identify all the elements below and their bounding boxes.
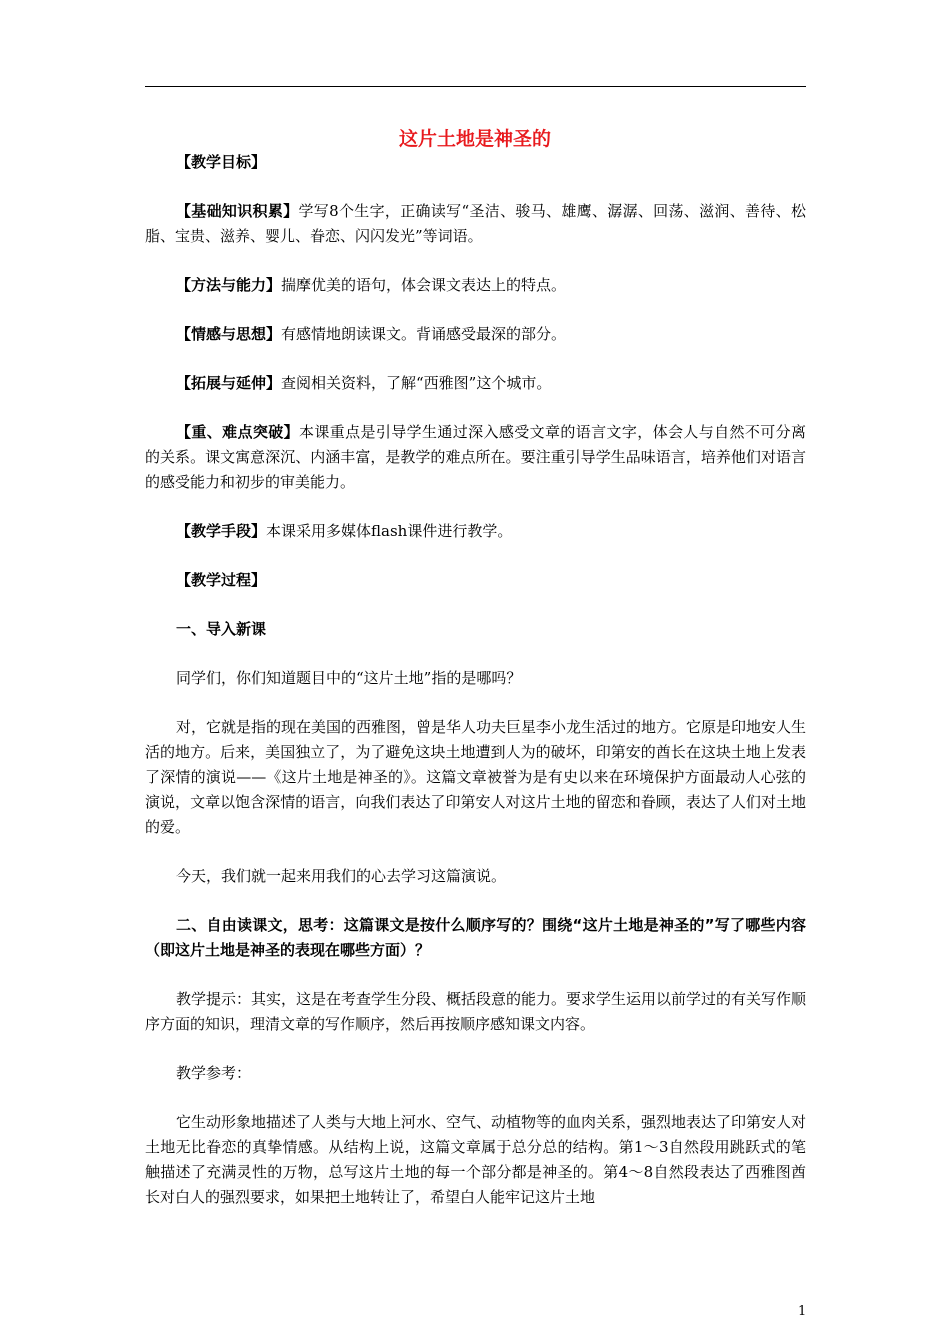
step1-heading: 一、导入新课 [176, 620, 267, 638]
page-number: 1 [798, 1304, 807, 1319]
extend-text: 查阅相关资料，了解“西雅图”这个城市。 [281, 374, 552, 392]
basic-paragraph [145, 199, 806, 249]
step1-closing: 今天，我们就一起来用我们的心去学习这篇演说。 [176, 867, 507, 885]
emotion-label: 【情感与思想】 [176, 325, 282, 343]
teaching-reference-label: 教学参考： [176, 1064, 252, 1082]
method-text: 揣摩优美的语句，体会课文表达上的特点。 [281, 276, 567, 294]
step1-question: 同学们，你们知道题目中的“这片土地”指的是哪吗？ [176, 669, 522, 687]
document-title: 这片土地是神圣的 [398, 128, 551, 150]
basic-text: 学写8个生字，正确读写“圣洁、骏马、雄鹰、潺潺、回荡、滋润、善待、松脂、宝贵、滋养、婴儿、眷恋、闪闪发光”等词语。 [145, 202, 806, 245]
means-paragraph [145, 519, 806, 544]
step2-heading: 二、自由读课文，思考：这篇课文是按什么顺序写的？围绕“这片土地是神圣的”写了哪些内容（即这片土地是神圣的表现在哪些方面）？ [145, 916, 806, 959]
step1-explanation: 对，它就是指的现在美国的西雅图，曾是华人功夫巨星李小龙生活过的地方。它原是印地安人生活的地方。后来，美国独立了，为了避免这块土地遭到人为的破坏，印第安的酋长在这块土地上发表了深情的演说——《这片土地是神圣的》。这篇文章被誉为是有史以来在环境保护方面最动人心弦的演说，文章以饱含深情的语言，向我们表达了印第安人对这片土地的留恋和眷顾，表达了人们对土地的爱。 [145, 718, 807, 836]
method-label: 【方法与能力】 [176, 276, 282, 294]
basic-label: 【基础知识积累】 [176, 202, 299, 220]
emotion-paragraph [145, 322, 806, 347]
extend-label: 【拓展与延伸】 [176, 374, 282, 392]
method-paragraph [145, 273, 806, 298]
teaching-tip: 教学提示：其实，这是在考查学生分段、概括段意的能力。要求学生运用以前学过的有关写作顺序方面的知识，理清文章的写作顺序，然后再按顺序感知课文内容。 [145, 990, 807, 1033]
teaching-reference-text: 它生动形象地描述了人类与大地上河水、空气、动植物等的血肉关系，强烈地表达了印第安人对土地无比眷恋的真挚情感。从结构上说，这篇文章属于总分总的结构。第1～3自然段用跳跃式的笔触描述了充满灵性的万物，总写这片土地的每一个部分都是神圣的。第4～8自然段表达了西雅图酋长对白人的强烈要求，如果把土地转让了，希望白人能牢记这片土地 [145, 1113, 807, 1206]
key-label: 【重、难点突破】 [176, 423, 299, 441]
extend-paragraph [145, 371, 806, 396]
means-label: 【教学手段】 [176, 522, 267, 540]
emotion-text: 有感情地朗读课文。背诵感受最深的部分。 [281, 325, 567, 343]
goal-heading: 【教学目标】 [176, 153, 267, 171]
document-body [145, 150, 806, 1234]
header-rule [145, 86, 806, 87]
process-heading: 【教学过程】 [176, 571, 267, 589]
key-text: 本课重点是引导学生通过深入感受文章的语言文字，体会人与自然不可分离的关系。课文寓意深沉、内涵丰富，是教学的难点所在。要注重引导学生品味语言，培养他们对语言的感受能力和初步的审美能力。 [145, 423, 806, 491]
key-paragraph [145, 420, 806, 495]
means-text: 本课采用多媒体flash课件进行教学。 [266, 522, 513, 540]
